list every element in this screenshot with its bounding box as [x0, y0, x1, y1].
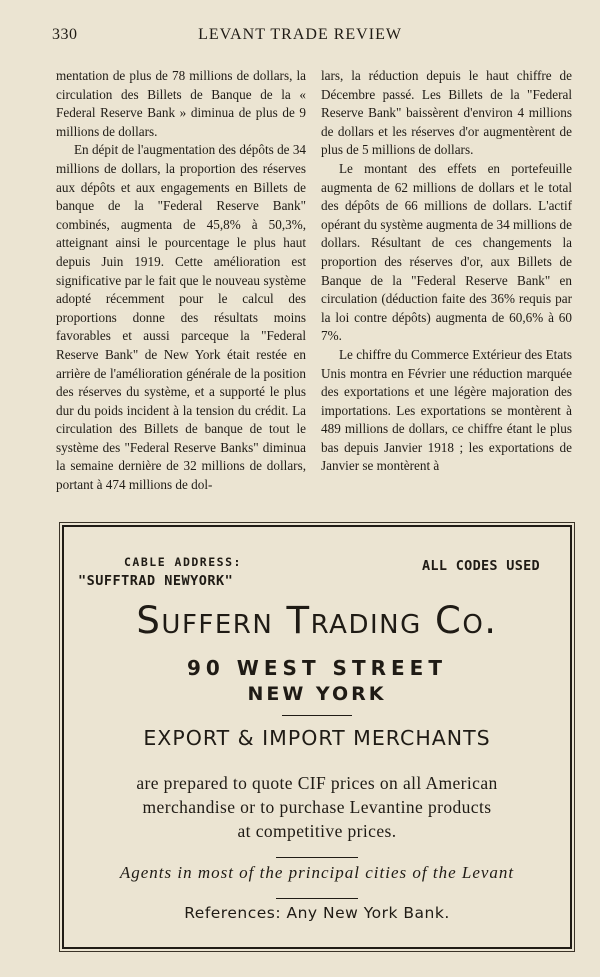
- city-name: NEW YORK: [247, 683, 387, 705]
- cable-address: "SUFFTRAD NEWYORK": [78, 573, 234, 589]
- offer-text: [84, 771, 550, 843]
- running-head: LEVANT TRADE REVIEW: [198, 26, 402, 43]
- offer-line: are prepared to quote CIF prices on all American: [136, 773, 498, 793]
- advertisement-box: [62, 525, 572, 949]
- right-column: [321, 67, 572, 476]
- divider-rule: [276, 857, 358, 858]
- offer-line: merchandise or to purchase Levantine products: [142, 797, 492, 817]
- agents-line: Agents in most of the principal cities of the Levant: [119, 863, 515, 882]
- left-column: [56, 67, 306, 495]
- codes-notice: ALL CODES USED: [422, 558, 540, 574]
- paragraph: lars, la réduction depuis le haut chiffre de Décembre passé. Les Billets de la "Federal Reserve Bank" baissèrent d'environ 4 millions de dollars et les réserves d'or augmentèrent de plus de 5 millions de dollars.: [321, 68, 572, 158]
- divider-rule: [282, 715, 352, 716]
- paragraph: mentation de plus de 78 millions de dollars, la circulation des Billets de Banque de la « Federal Reserve Bank » diminua de plus de 9 millions de dollars.: [56, 68, 306, 139]
- divider-rule: [276, 898, 358, 899]
- street-address: 90 WEST STREET: [187, 656, 447, 680]
- references-line: References: Any New York Bank.: [184, 904, 450, 922]
- company-name: Suffern Trading Co.: [136, 599, 498, 642]
- cable-address-label: CABLE ADDRESS:: [124, 555, 242, 569]
- page-number: 330: [52, 26, 78, 43]
- tagline: EXPORT & IMPORT MERCHANTS: [143, 726, 491, 750]
- paragraph: Le chiffre du Commerce Extérieur des Etats Unis montra en Février une réduction marquée des exportations et une légère majoration des importations. Les exportations se montèrent à 489 millions de dollars, ce chiffre étant le plus bas depuis Janvier 1918 ; les exportations de Janvier se montèrent à: [321, 346, 572, 474]
- paragraph: En dépit de l'augmentation des dépôts de 34 millions de dollars, la proportion des réserves aux dépôts et aux engagements en Billets de banque de la "Federal Reserve Bank" combinés, augmenta de 45,8% à 50,3%, atteignant ainsi le pourcentage le plus haut depuis Juin 1919. Cette amélioration est significative par le fait que le nouveau système adopté récemment pour le calcul des proportions donne des résultats moins favorables et aussi parceque la "Federal Reserve Bank" de New York était restée en arrière de l'amélioration générale de la position des réserves du système, et a supporté le plus dur du poids incident à la tension du crédit. La circulation des Billets de banque de tout le système des "Federal Reserve Banks" diminua la semaine dernière de 32 millions de dollars, portant à 474 millions de dol-: [56, 142, 307, 493]
- paragraph: Le montant des effets en portefeuille augmenta de 62 millions de dollars et le total des dépôts de 66 millions de dollars. L'actif opérant du système augmenta de 34 millions de dollars. Résultant de ces changements la proportion des réserves d'or, aux Billets de Banque de la "Federal Reserve Bank" en circulation (déduction faite des 36% requis par la loi contre dépôts) augmenta de 60,6% à 60 7%.: [321, 160, 572, 344]
- offer-line: at competitive prices.: [237, 821, 397, 841]
